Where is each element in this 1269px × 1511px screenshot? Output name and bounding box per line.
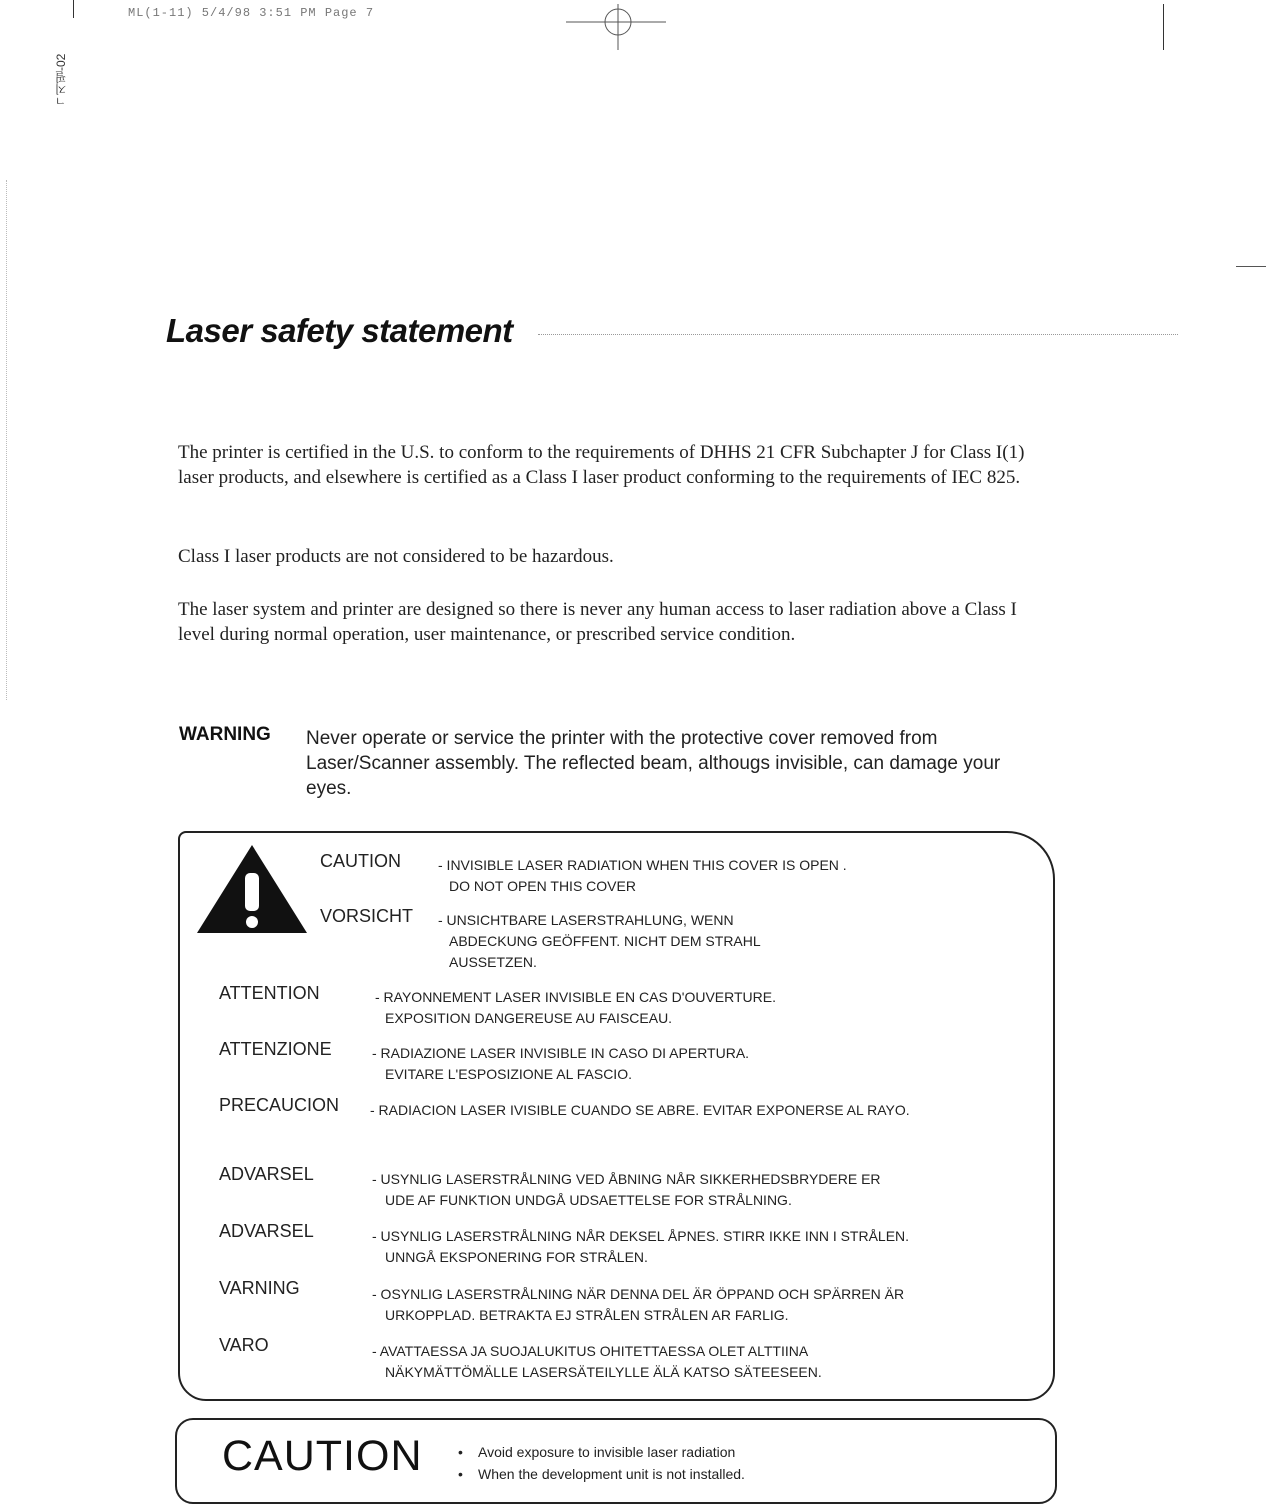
label-line: UDE AF FUNKTION UNDGÅ UDSAETTELSE FOR STRÅLNING. (385, 1192, 792, 1208)
side-code: ㄱ지필-02 (54, 53, 68, 107)
label-name-attenzione: ATTENZIONE (219, 1039, 332, 1059)
print-header: ML(1-11) 5/4/98 3:51 PM Page 7 (128, 6, 375, 20)
paragraph-hazard: Class I laser products are not considered to be hazardous. (178, 546, 614, 567)
warning-triangle-icon (195, 843, 309, 935)
label-name-advarsel-no: ADVARSEL (219, 1221, 314, 1241)
list-item (458, 1463, 745, 1485)
paragraph-certification: The printer is certified in the U.S. to conform to the requirements of DHHS 21 CFR Subchapter J for Class I(1) laser products, and elsewhere is certified as a Class I laser product conforming to the requirements of IEC 825. (178, 442, 1025, 488)
label-name-caution: CAUTION (320, 851, 401, 871)
label-name-attention: ATTENTION (219, 983, 320, 1003)
caution-bullet-text: When the development unit is not installed. (478, 1466, 745, 1482)
caution-bullet-text: Avoid exposure to invisible laser radiation (478, 1444, 736, 1460)
list-item (458, 1441, 745, 1463)
label-name-vorsicht: VORSICHT (320, 906, 414, 926)
crop-mark-right (1163, 4, 1164, 50)
label-line: - USYNLIG LASERSTRÅLNING VED ÅBNING NÅR SIKKERHEDSBRYDERE ER (372, 1171, 881, 1187)
label-name-advarsel-da: ADVARSEL (219, 1164, 314, 1184)
label-name-precaucion: PRECAUCION (219, 1095, 340, 1115)
label-line: - OSYNLIG LASERSTRÅLNING NÄR DENNA DEL ÄR ÖPPAND OCH SPÄRREN ÄR (372, 1286, 905, 1302)
label-line: - UNSICHTBARE LASERSTRAHLUNG, WENN (438, 912, 734, 928)
warning-label: WARNING (179, 724, 271, 745)
paragraph-access: The laser system and printer are designed so there is never any human access to laser radiation above a Class I level during normal operation, user maintenance, or prescribed service condition. (178, 599, 1017, 645)
label-line: EXPOSITION DANGEREUSE AU FAISCEAU. (385, 1010, 673, 1026)
label-line: DO NOT OPEN THIS COVER (449, 878, 636, 894)
label-line: ABDECKUNG GEÖFFENT. NICHT DEM STRAHL (449, 933, 761, 949)
warning-text: Never operate or service the printer with the protective cover removed from Laser/Scanner assembly. The reflected beam, althougs invisible, can damage your eyes. (306, 728, 1001, 799)
label-line: - USYNLIG LASERSTRÅLNING NÅR DEKSEL ÅPNES. STIRR IKKE INN I STRÅLEN. (372, 1228, 910, 1244)
label-line: - RADIACION LASER IVISIBLE CUANDO SE ABRE. EVITAR EXPONERSE AL RAYO. (370, 1102, 910, 1118)
label-line: UNNGÅ EKSPONERING FOR STRÅLEN. (385, 1249, 648, 1265)
crop-mark-left (73, 0, 74, 18)
label-line: URKOPPLAD. BETRAKTA EJ STRÅLEN STRÅLEN AR FARLIG. (385, 1307, 789, 1323)
title-rule (538, 334, 1178, 335)
label-line: EVITARE L'ESPOSIZIONE AL FASCIO. (385, 1066, 632, 1082)
label-line: - RAYONNEMENT LASER INVISIBLE EN CAS D'OUVERTURE. (375, 989, 776, 1005)
caution-box-label: CAUTION (222, 1432, 423, 1480)
label-line: NÄKYMÄTTÖMÄLLE LASERSÄTEILYLLE ÄLÄ KATSO SÄTEESEEN. (385, 1364, 822, 1380)
label-name-varo: VARO (219, 1335, 269, 1355)
label-name-varning: VARNING (219, 1278, 300, 1298)
page-title: Laser safety statement (166, 312, 513, 349)
label-line: - RADIAZIONE LASER INVISIBLE IN CASO DI APERTURA. (372, 1045, 750, 1061)
caution-bullets (458, 1441, 745, 1485)
registration-mark-icon (566, 4, 666, 50)
label-line: - INVISIBLE LASER RADIATION WHEN THIS COVER IS OPEN . (438, 857, 847, 873)
label-line: - AVATTAESSA JA SUOJALUKITUS OHITETTAESSA OLET ALTTIINA (372, 1343, 809, 1359)
edge-mark (1236, 266, 1266, 267)
margin-dots (6, 180, 8, 700)
label-line: AUSSETZEN. (449, 954, 537, 970)
